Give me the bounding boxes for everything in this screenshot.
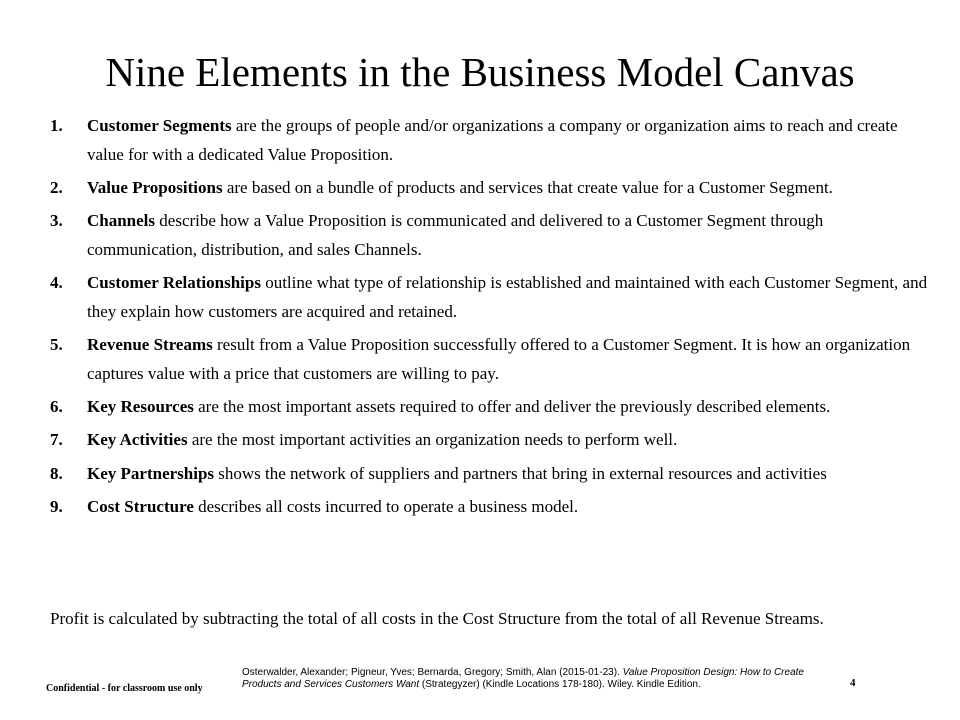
page-number: 4 <box>850 677 856 689</box>
element-key-resources <box>50 392 930 421</box>
element-term: Key Activities <box>87 430 188 449</box>
element-term: Key Partnerships <box>87 464 215 483</box>
element-number: 8. <box>50 464 63 483</box>
element-term: Key Resources <box>87 397 194 416</box>
element-description: are the most important activities an organization needs to perform well. <box>187 430 678 449</box>
element-description: outline what type of relationship is established and maintained with each Customer Segment, and they explain how customers are acquired and retained. <box>87 273 928 321</box>
element-description: describes all costs incurred to operate a business model. <box>193 497 579 516</box>
element-term: Customer Relationships <box>87 273 261 292</box>
element-number: 7. <box>50 430 63 449</box>
element-value-propositions <box>50 173 930 202</box>
element-number: 5. <box>50 335 63 354</box>
element-description: are the groups of people and/or organizations a company or organization aims to reach and create value for with a dedicated Value Proposition. <box>87 116 898 164</box>
element-term: Value Propositions <box>87 178 223 197</box>
element-number: 3. <box>50 211 63 230</box>
element-term: Channels <box>87 211 156 230</box>
element-key-partnerships <box>50 459 930 488</box>
element-number: 6. <box>50 397 63 416</box>
confidential-notice: Confidential - for classroom use only <box>46 683 203 694</box>
element-number: 4. <box>50 273 63 292</box>
element-number: 2. <box>50 178 63 197</box>
element-channels <box>50 206 930 264</box>
element-description: are the most important assets required to offer and deliver the previously described elements. <box>193 397 831 416</box>
slide-title: Nine Elements in the Business Model Canvas <box>105 49 855 95</box>
elements-list <box>50 111 930 526</box>
profit-summary: Profit is calculated by subtracting the total of all costs in the Cost Structure from the total of all Revenue Streams. <box>50 609 824 628</box>
element-term: Revenue Streams <box>87 335 213 354</box>
element-description: describe how a Value Proposition is communicated and delivered to a Customer Segment through communication, distribution, and sales Channels. <box>87 211 824 259</box>
element-number: 9. <box>50 497 63 516</box>
element-key-activities <box>50 425 930 454</box>
element-cost-structure <box>50 492 930 521</box>
element-revenue-streams <box>50 330 930 388</box>
element-description: shows the network of suppliers and partners that bring in external resources and activities <box>214 464 827 483</box>
source-citation <box>242 667 822 691</box>
citation-book-title: Value Proposition Design: How to Create Products and Services Customers Want <box>242 667 804 690</box>
citation-details: (Strategyzer) (Kindle Locations 178-180). Wiley. Kindle Edition. <box>419 679 701 690</box>
element-customer-segments <box>50 111 930 169</box>
citation-authors: Osterwalder, Alexander; Pigneur, Yves; Bernarda, Gregory; Smith, Alan (2015-01-23). <box>242 667 623 678</box>
element-term: Customer Segments <box>87 116 232 135</box>
element-customer-relationships <box>50 268 930 326</box>
element-description: are based on a bundle of products and services that create value for a Customer Segment. <box>222 178 833 197</box>
element-description: result from a Value Proposition successfully offered to a Customer Segment. It is how an organization captures value with a price that customers are willing to pay. <box>87 335 911 383</box>
element-number: 1. <box>50 116 63 135</box>
element-term: Cost Structure <box>87 497 194 516</box>
